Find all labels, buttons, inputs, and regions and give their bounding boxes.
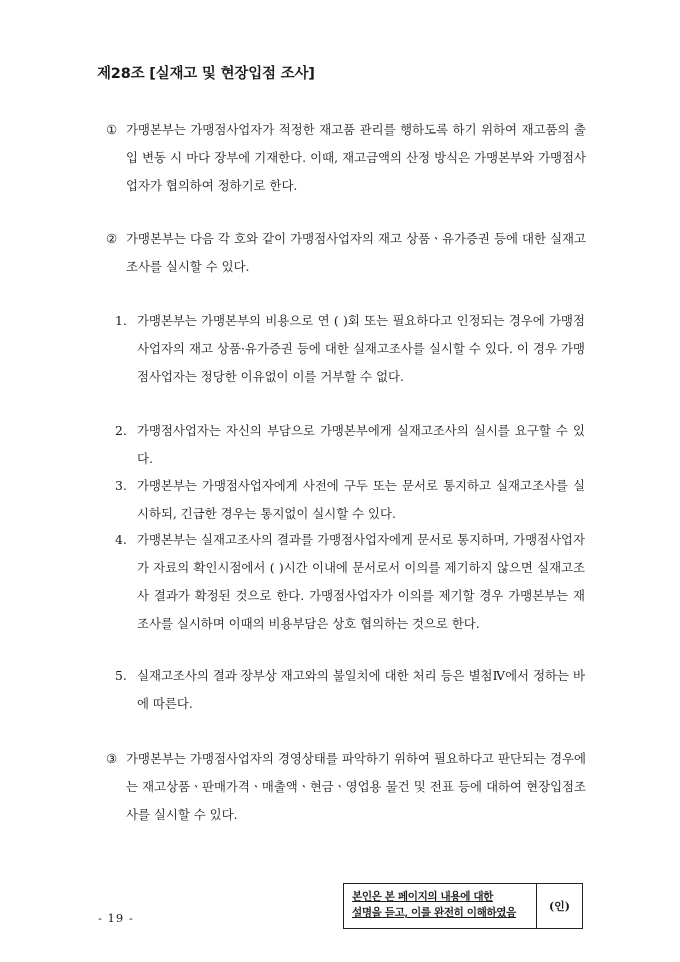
confirmation-statement — [344, 884, 537, 928]
clause-text: 가맹본부는 가맹점사업자가 적정한 재고품 관리를 행하도록 하기 위하여 재고품의 출입 변동 시 마다 장부에 기재한다. 이때, 재고금액의 산정 방식은 가맹본부와 가맹점사업자가 협의하여 정하기로 한다. — [126, 122, 586, 193]
item-number: 1. — [115, 313, 127, 328]
seal-field[interactable]: (인) — [548, 900, 571, 913]
item-number: 3. — [115, 478, 127, 493]
list-item-4 — [115, 526, 585, 638]
confirmation-box — [343, 883, 583, 929]
list-item-3 — [115, 472, 585, 528]
item-number: 2. — [115, 423, 127, 438]
list-item-1 — [115, 307, 585, 391]
clause-number: ② — [106, 231, 118, 246]
item-text: 가맹본부는 실재고조사의 결과를 가맹점사업자에게 문서로 통지하며, 가맹점사업자가 자료의 확인시점에서 ( )시간 이내에 문서로서 이의를 제기하지 않으면 실재고조사 결과가 확정된 것으로 한다. 가맹점사업자가 이의를 제기할 경우 가맹본부는 재조사를 실시하며 이때의 비용부담은 상호 협의하는 것으로 한다. — [137, 532, 585, 631]
clause-number: ③ — [106, 751, 118, 766]
item-text: 가맹본부는 가맹점사업자에게 사전에 구두 또는 문서로 통지하고 실재고조사를 실시하되, 긴급한 경우는 통지없이 실시할 수 있다. — [137, 478, 585, 521]
page-number: - 19 - — [98, 911, 134, 925]
item-text: 가맹본부는 가맹본부의 비용으로 연 ( )회 또는 필요하다고 인정되는 경우에 가맹점사업자의 재고 상품·유가증권 등에 대한 실재고조사를 실시할 수 있다. 이 경우 가맹점사업자는 정당한 이유없이 이를 거부할 수 없다. — [137, 313, 585, 384]
clause-number: ① — [106, 122, 118, 137]
confirmation-line-1: 본인은 본 페이지의 내용에 대한 — [352, 891, 493, 903]
list-item-5 — [115, 662, 585, 718]
clause-3 — [106, 745, 586, 829]
confirmation-line-2: 설명을 듣고, 이를 완전히 이해하였음 — [352, 907, 516, 919]
item-text: 실재고조사의 결과 장부상 재고와의 불일치에 대한 처리 등은 별첨Ⅳ에서 정하는 바에 따른다. — [137, 668, 585, 711]
clause-text: 가맹본부는 다음 각 호와 같이 가맹점사업자의 재고 상품ㆍ유가증권 등에 대한 실재고조사를 실시할 수 있다. — [126, 231, 586, 274]
clause-text: 가맹본부는 가맹점사업자의 경영상태를 파악하기 위하여 필요하다고 판단되는 경우에는 재고상품ㆍ판매가격ㆍ매출액ㆍ현금ㆍ영업용 물건 및 전표 등에 대하여 현장입점조사를 실시할 수 있다. — [126, 751, 586, 822]
list-item-2 — [115, 417, 585, 473]
item-number: 5. — [115, 668, 127, 683]
clause-2 — [106, 225, 586, 281]
item-number: 4. — [115, 532, 127, 547]
clause-1 — [106, 116, 586, 200]
article-title: 제28조 [실재고 및 현장입점 조사] — [97, 66, 315, 82]
item-text: 가맹점사업자는 자신의 부담으로 가맹본부에게 실재고조사의 실시를 요구할 수 있다. — [137, 423, 585, 466]
